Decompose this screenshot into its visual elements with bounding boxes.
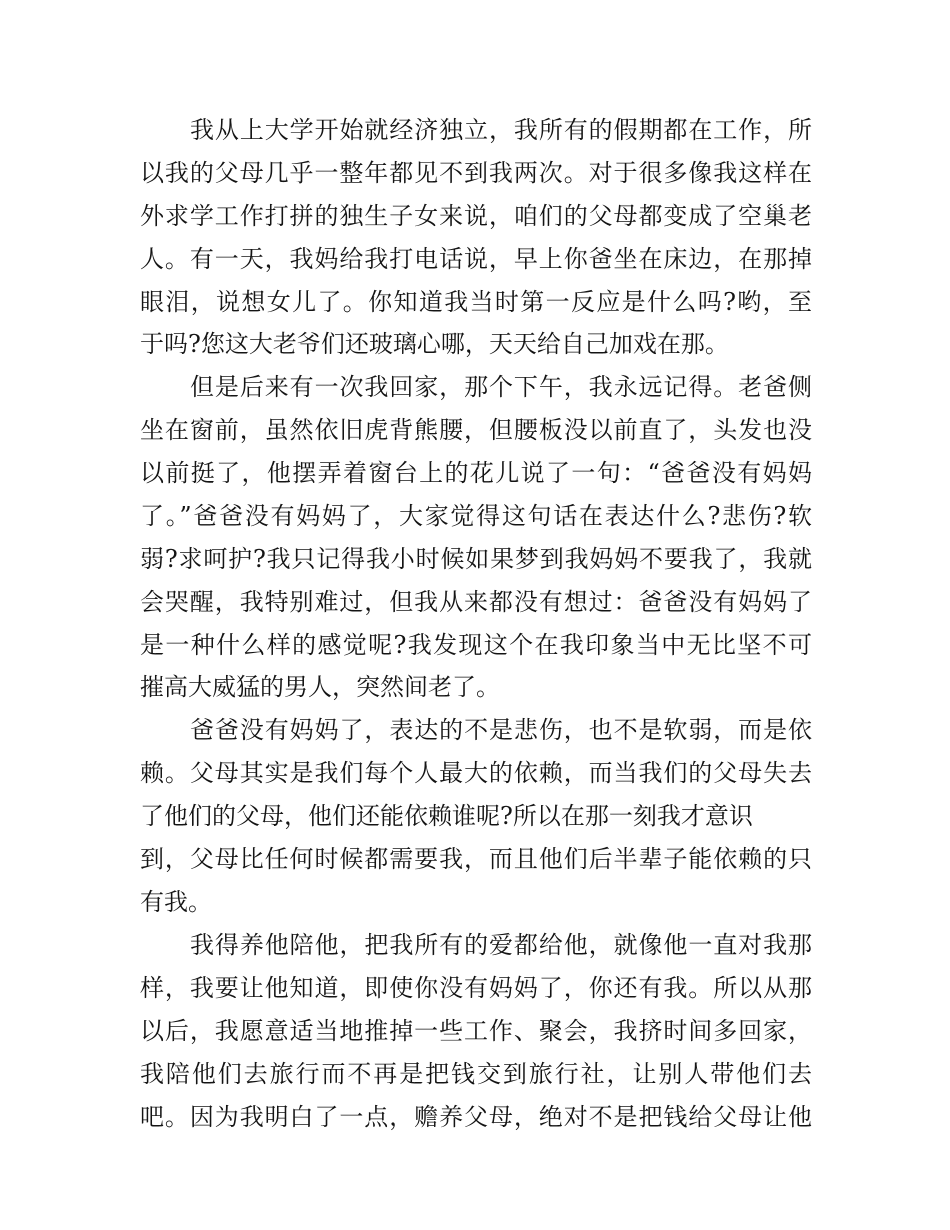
- paragraph-4-line-1: 我得养他陪他，把我所有的爱都给他，就像他一直对我那: [190, 931, 812, 959]
- paragraph-1-line-4: 人。有一天，我妈给我打电话说，早上你爸坐在床边，在那掉: [140, 245, 812, 273]
- paragraph-2-line-3: 以前挺了，他摆弄着窗台上的花儿说了一句：“爸爸没有妈妈: [140, 459, 812, 487]
- paragraph-2-line-7: 是一种什么样的感觉呢?我发现这个在我印象当中无比坚不可: [140, 631, 812, 659]
- paragraph-3-line-5: 有我。: [140, 888, 212, 916]
- paragraph-1-line-3: 外求学工作打拼的独生子女来说，咱们的父母都变成了空巢老: [140, 202, 812, 230]
- paragraph-1-line-2: 以我的父母几乎一整年都见不到我两次。对于很多像我这样在: [140, 159, 812, 187]
- paragraph-1-line-5: 眼泪，说想女儿了。你知道我当时第一反应是什么吗?哟，至: [140, 288, 812, 316]
- paragraph-2-line-6: 会哭醒，我特别难过，但我从来都没有想过：爸爸没有妈妈了: [140, 588, 812, 616]
- paragraph-2-line-8: 摧高大威猛的男人，突然间老了。: [140, 673, 500, 701]
- paragraph-3-line-4: 到，父母比任何时候都需要我，而且他们后半辈子能依赖的只: [140, 845, 812, 873]
- paragraph-4-line-3: 以后，我愿意适当地推掉一些工作、聚会，我挤时间多回家，: [140, 1017, 812, 1045]
- paragraph-1-line-6: 于吗?您这大老爷们还玻璃心哪，天天给自己加戏在那。: [140, 330, 729, 358]
- paragraph-3-line-2: 赖。父母其实是我们每个人最大的依赖，而当我们的父母失去: [140, 759, 812, 787]
- paragraph-2-line-2: 坐在窗前，虽然依旧虎背熊腰，但腰板没以前直了，头发也没: [140, 416, 812, 444]
- paragraph-4-line-4: 我陪他们去旅行而不再是把钱交到旅行社，让别人带他们去: [140, 1060, 812, 1088]
- paragraph-2-line-5: 弱?求呵护?我只记得我小时候如果梦到我妈妈不要我了，我就: [140, 545, 812, 573]
- paragraph-2-line-1: 但是后来有一次我回家，那个下午，我永远记得。老爸侧: [190, 373, 812, 401]
- paragraph-2-line-4: 了。”爸爸没有妈妈了，大家觉得这句话在表达什么?悲伤?软: [140, 502, 812, 530]
- paragraph-1-line-1: 我从上大学开始就经济独立，我所有的假期都在工作，所: [190, 116, 812, 144]
- paragraph-4-line-2: 样，我要让他知道，即使你没有妈妈了，你还有我。所以从那: [140, 974, 812, 1002]
- paragraph-3-line-1: 爸爸没有妈妈了，表达的不是悲伤，也不是软弱，而是依: [190, 716, 812, 744]
- paragraph-3-line-3: 了他们的父母，他们还能依赖谁呢?所以在那一刻我才意识: [140, 802, 753, 830]
- paragraph-4-line-5: 吧。因为我明白了一点，赡养父母，绝对不是把钱给父母让他: [140, 1103, 812, 1131]
